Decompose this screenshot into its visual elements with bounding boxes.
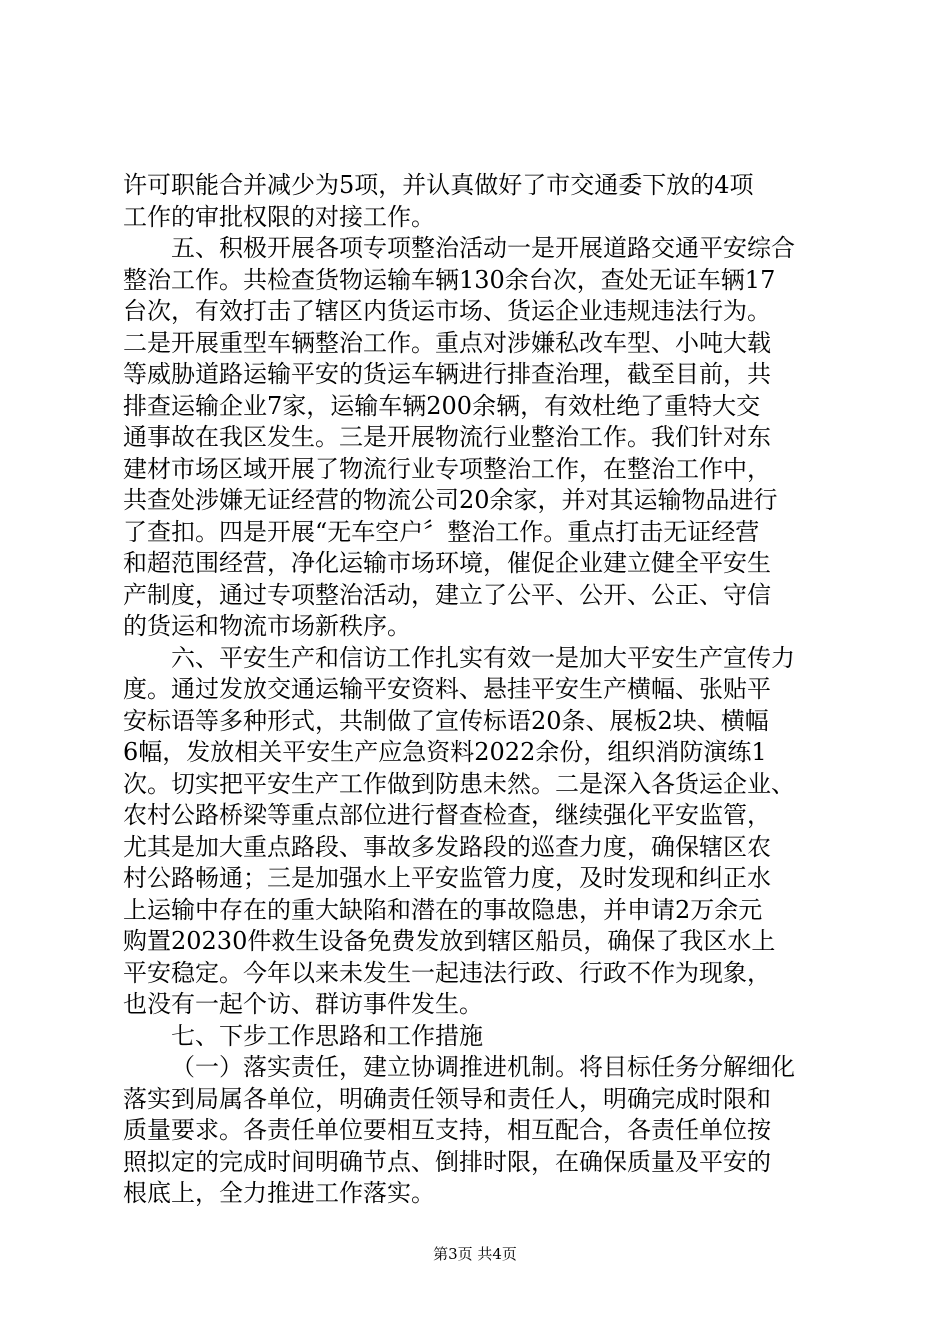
text-line: 上运输中存在的重大缺陷和潜在的事故隐患，并申请2万余元: [123, 895, 763, 924]
page-number-footer: 第3页 共4页: [433, 1245, 517, 1263]
text-line: 6幅，发放相关平安生产应急资料2022余份，组织消防演练1: [123, 738, 767, 766]
text-line: 根底上，全力推进工作落实。: [123, 1179, 435, 1207]
text-line: 落实到局属各单位，明确责任领导和责任人，明确完成时限和: [123, 1084, 771, 1113]
text-line: 次。切实把平安生产工作做到防患未然。二是深入各货运企业、: [123, 769, 795, 798]
text-line: 共查处涉嫌无证经营的物流公司20余家，并对其运输物品进行: [123, 486, 778, 514]
text-line: 安标语等多种形式，共制做了宣传标语20条、展板2块、横幅: [123, 706, 769, 735]
text-line: 排查运输企业7家，运输车辆200余辆，有效杜绝了重特大交: [123, 391, 761, 420]
text-line: 产制度，通过专项整治活动，建立了公平、公开、公正、守信: [123, 580, 771, 609]
text-line: 许可职能合并减少为5项，并认真做好了市交通委下放的4项: [123, 171, 754, 199]
text-line: 照拟定的完成时间明确节点、倒排时限，在确保质量及平安的: [123, 1147, 771, 1176]
text-line: 农村公路桥梁等重点部位进行督查检查，继续强化平安监管，: [123, 801, 771, 829]
text-line: 台次，有效打击了辖区内货运市场、货运企业违规违法行为。: [123, 297, 771, 325]
text-line: 平安稳定。今年以来未发生一起违法行政、行政不作为现象，: [123, 958, 771, 987]
text-line: 也没有一起个访、群访事件发生。: [123, 990, 483, 1018]
document-body: [123, 170, 835, 1210]
section-heading-line: 七、下步工作思路和工作措施: [171, 1021, 483, 1050]
text-line: 购置20230件救生设备免费发放到辖区船员，确保了我区水上: [123, 927, 776, 955]
text-line: 工作的审批权限的对接工作。: [123, 202, 435, 231]
text-line: 通事故在我区发生。三是开展物流行业整治工作。我们针对东: [123, 423, 771, 451]
section-heading-line: 五、积极开展各项专项整治活动一是开展道路交通平安综合: [171, 234, 795, 262]
section-heading-line: 六、平安生产和信访工作扎实有效一是加大平安生产宣传力: [171, 643, 795, 672]
text-line: 和超范围经营，净化运输市场环境，催促企业建立健全平安生: [123, 549, 771, 577]
text-line: 整治工作。共检查货物运输车辆130余台次，查处无证车辆17: [123, 265, 776, 294]
text-line: 质量要求。各责任单位要相互支持，相互配合，各责任单位按: [123, 1116, 771, 1144]
text-line: 度。通过发放交通运输平安资料、悬挂平安生产横幅、张贴平: [123, 675, 771, 703]
text-line: 的货运和物流市场新秩序。: [123, 612, 411, 640]
text-line: 尤其是加大重点路段、事故多发路段的巡查力度，确保辖区农: [123, 832, 771, 861]
text-line: 村公路畅通；三是加强水上平安监管力度，及时发现和纠正水: [123, 864, 771, 892]
text-line: 等威胁道路运输平安的货运车辆进行排查治理，截至目前，共: [123, 360, 771, 388]
text-line: 二是开展重型车辆整治工作。重点对涉嫌私改车型、小吨大载: [123, 328, 771, 357]
text-line: 了查扣。四是开展“无车空户〞整治工作。重点打击无证经营: [123, 517, 760, 546]
section-heading-line: （一）落实责任，建立协调推进机制。将目标任务分解细化: [171, 1053, 795, 1081]
text-line: 建材市场区域开展了物流行业专项整治工作，在整治工作中，: [123, 454, 771, 483]
